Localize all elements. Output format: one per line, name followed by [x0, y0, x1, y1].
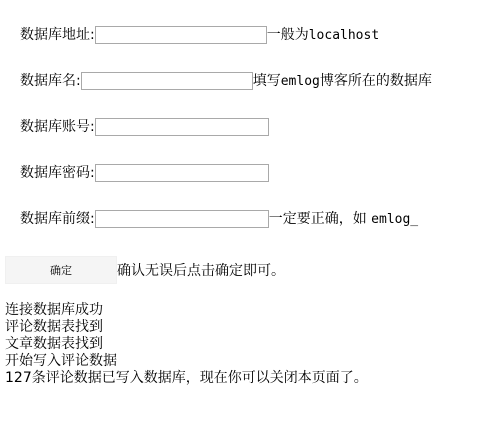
db-name-hint	[253, 70, 432, 93]
db-password-input[interactable]	[95, 164, 269, 182]
confirm-hint: 确认无误后点击确定即可。	[117, 263, 285, 279]
db-name-hint-post: 博客所在的数据库	[319, 72, 432, 89]
log-line: 开始写入评论数据	[5, 353, 117, 369]
address-row	[20, 24, 379, 46]
db-password-row	[20, 162, 269, 184]
address-hint	[267, 24, 379, 47]
address-hint-text: 一般为	[266, 26, 309, 43]
log-line: 连接数据库成功	[5, 302, 103, 318]
address-label: 数据库地址:	[20, 27, 95, 43]
status-log	[5, 302, 368, 387]
confirm-row	[5, 256, 285, 284]
address-hint-example: localhost	[308, 27, 380, 43]
log-line: 文章数据表找到	[5, 336, 103, 352]
db-user-row	[20, 116, 269, 138]
db-password-label: 数据库密码:	[20, 165, 95, 181]
db-user-label: 数据库账号:	[20, 119, 95, 135]
db-prefix-label: 数据库前缀:	[20, 211, 95, 227]
address-input[interactable]	[95, 26, 267, 44]
db-name-label: 数据库名:	[20, 73, 81, 89]
db-name-hint-pre: 填写	[252, 72, 281, 89]
db-prefix-hint-example: emlog_	[371, 211, 419, 227]
log-line: 127条评论数据已写入数据库，现在你可以关闭本页面了。	[5, 370, 368, 386]
db-name-hint-emlog: emlog	[280, 73, 320, 89]
confirm-button[interactable]: 确定	[5, 256, 117, 284]
db-prefix-input[interactable]	[95, 210, 269, 228]
log-line: 评论数据表找到	[5, 319, 103, 335]
db-user-input[interactable]	[95, 118, 269, 136]
db-prefix-row	[20, 208, 418, 230]
db-prefix-hint-text: 一定要正确，如	[268, 210, 372, 227]
db-name-input[interactable]	[81, 72, 253, 90]
db-prefix-hint	[269, 208, 418, 231]
db-name-row	[20, 70, 432, 92]
